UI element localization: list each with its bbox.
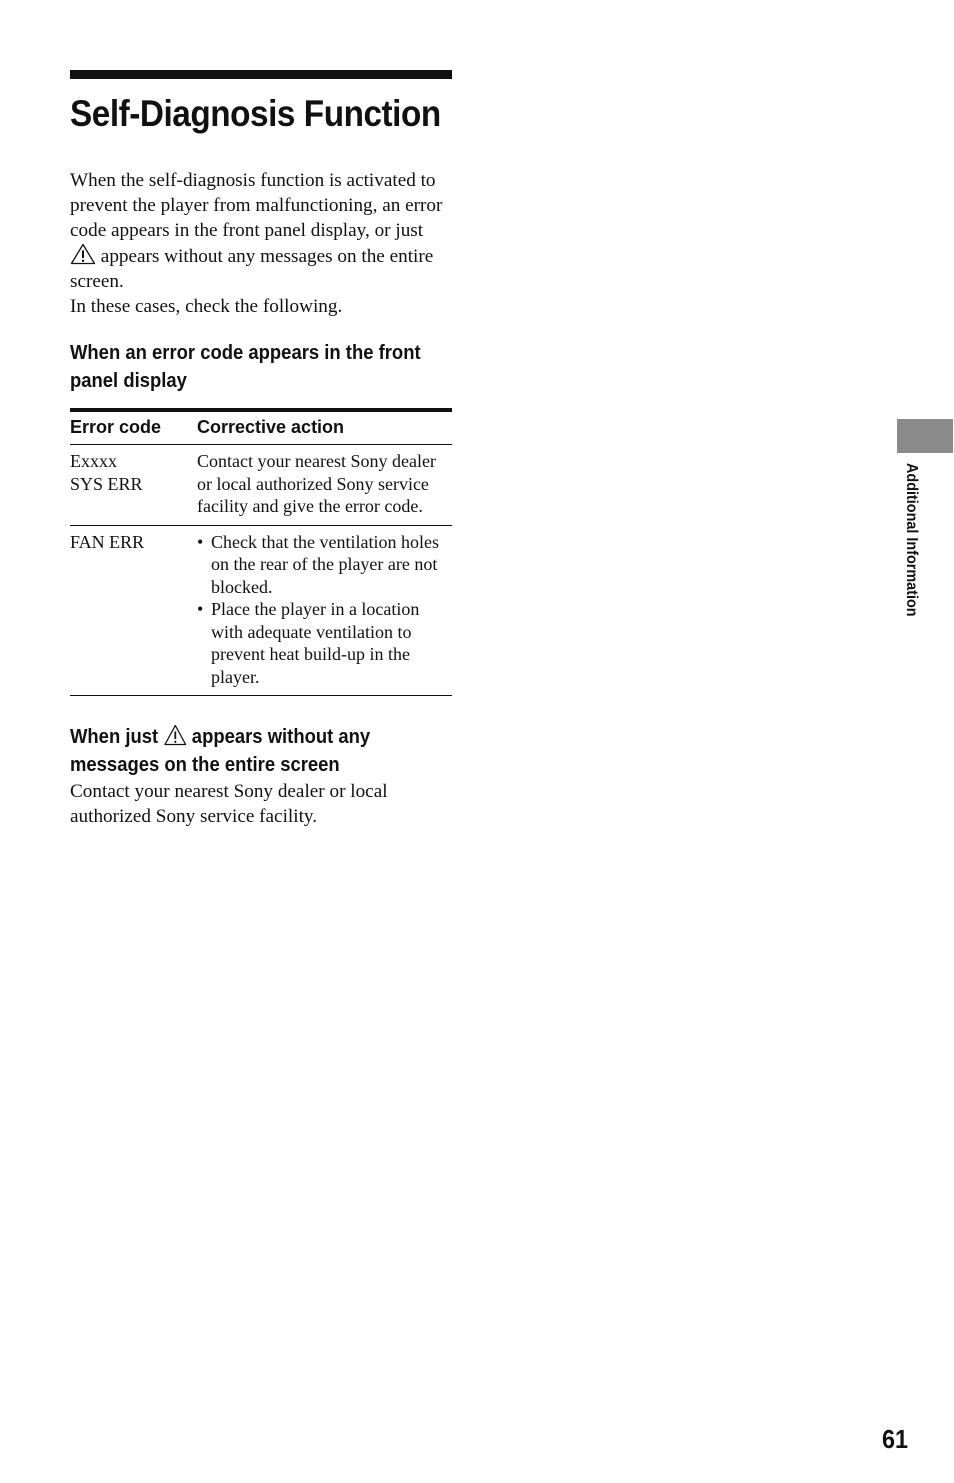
warning-icon — [163, 724, 186, 746]
table-header-row — [70, 410, 452, 445]
column-header-error-code: Error code — [70, 410, 197, 445]
page-title: Self-Diagnosis Function — [70, 93, 441, 134]
intro-text-part1: When the self-diagnosis function is activated to prevent the player from malfunctioning, an error code appears in the front panel display, or just — [70, 170, 443, 241]
error-code: FAN ERR — [70, 531, 145, 552]
section-tab-label — [900, 463, 922, 653]
action-bullet: • Place the player in a location with adequate ventilation to prevent heat build-up in the player. — [197, 598, 452, 688]
error-code-table — [70, 408, 452, 696]
table-row — [70, 445, 452, 526]
content-column — [70, 70, 452, 829]
column-header-corrective-action: Corrective action — [197, 410, 452, 445]
error-code-cell — [70, 525, 197, 696]
corrective-action-cell: Contact your nearest Sony dealer or local authorized Sony service facility and give the error code. — [197, 445, 452, 526]
intro-text-line2: In these cases, check the following. — [70, 296, 343, 317]
action-bullet-list — [197, 531, 452, 689]
table-row — [70, 525, 452, 696]
corrective-action-cell — [197, 525, 452, 696]
title-rule — [70, 70, 452, 79]
action-bullet: • Check that the ventilation holes on the rear of the player are not blocked. — [197, 531, 452, 599]
section-heading-warning-only — [70, 723, 453, 779]
heading-text-part2: appears without any messages on the entire screen — [70, 725, 371, 776]
warning-icon — [70, 243, 96, 265]
page-number: 61 — [882, 1424, 909, 1454]
intro-text-part2: appears without any messages on the entire screen. — [70, 246, 434, 292]
intro-paragraph — [70, 168, 452, 319]
section2-body: Contact your nearest Sony dealer or local authorized Sony service facility. — [70, 781, 388, 827]
heading-text-part1: When just — [70, 725, 159, 748]
error-code: SYS ERR — [70, 473, 143, 494]
section-tab-marker — [897, 419, 953, 453]
section-tab-text: Additional Information — [903, 463, 920, 617]
error-code: Exxxx — [70, 451, 117, 471]
error-code-cell — [70, 445, 197, 526]
section-heading-error-code: When an error code appears in the front panel display — [70, 341, 421, 392]
